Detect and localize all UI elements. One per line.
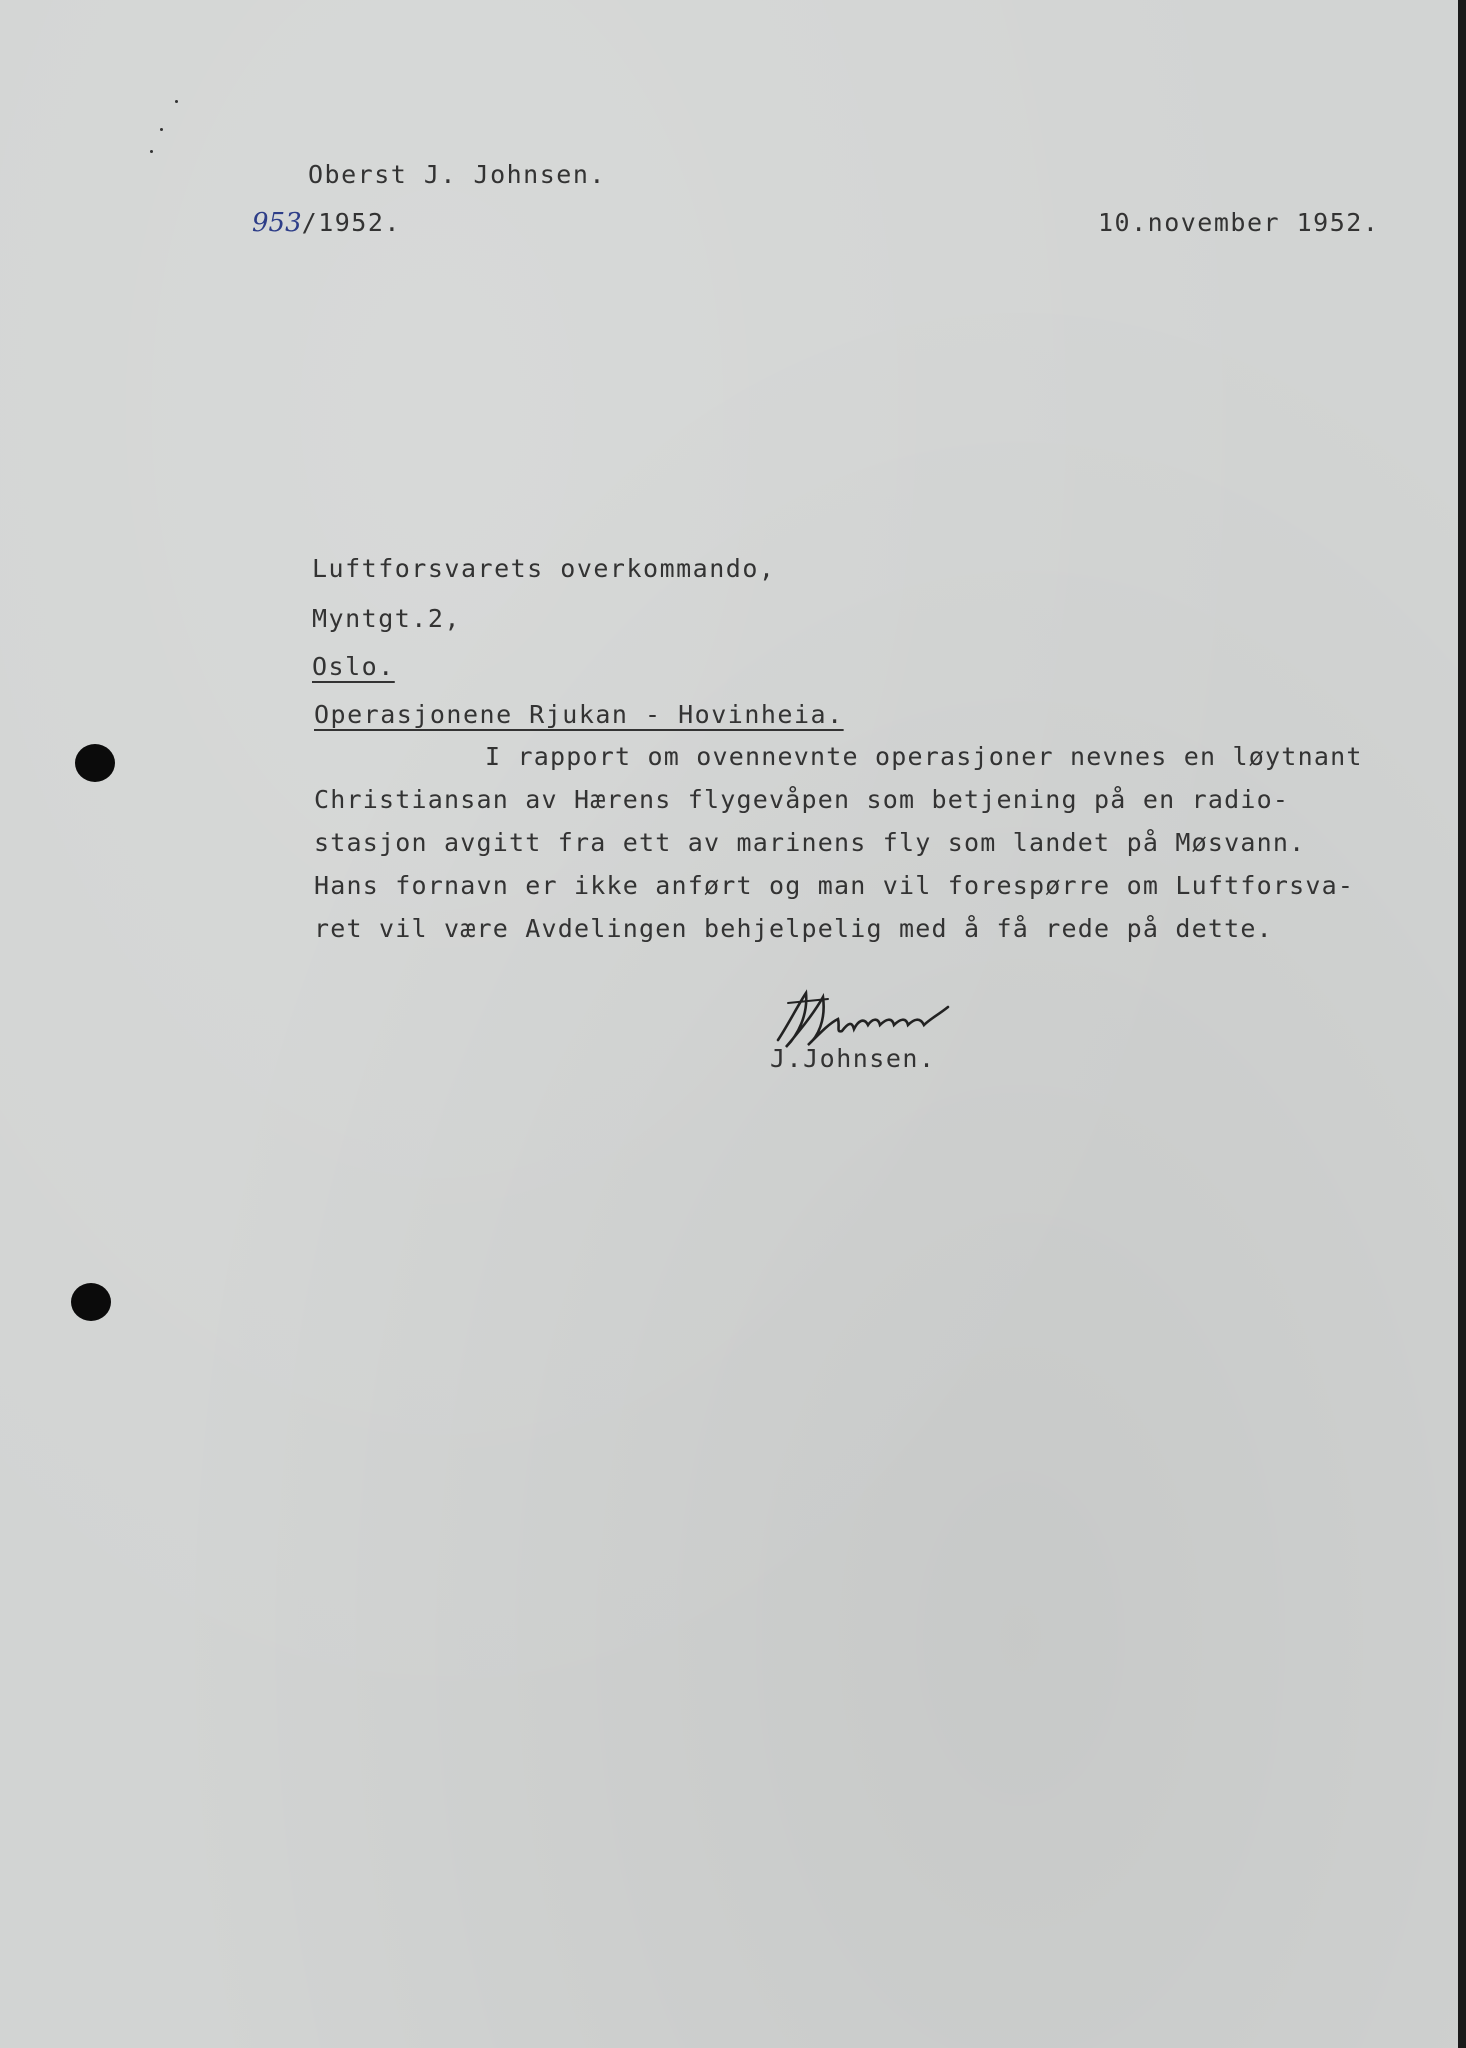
sender-name: Oberst J. Johnsen. — [308, 160, 606, 189]
body-line-5: ret vil være Avdelingen behjelpelig med å få rede på dette. — [314, 914, 1273, 943]
reference-number — [252, 208, 401, 238]
reference-year: /1952. — [301, 208, 401, 237]
punch-hole-lower — [71, 1283, 111, 1321]
handwritten-reference: 953 — [252, 208, 302, 238]
recipient-line-3: Oslo. — [312, 652, 395, 681]
scan-edge — [1458, 0, 1466, 2048]
body-line-3: stasjon avgitt fra ett av marinens fly som landet på Møsvann. — [314, 828, 1306, 857]
typed-signature: J.Johnsen. — [770, 1044, 936, 1073]
subject-line: Operasjonene Rjukan - Hovinheia. — [314, 700, 844, 729]
body-line-1: I rapport om ovennevnte operasjoner nevnes en løytnant — [485, 742, 1363, 771]
body-line-2: Christiansan av Hærens flygevåpen som betjening på en radio- — [314, 785, 1290, 814]
ink-speck — [160, 128, 163, 131]
recipient-line-1: Luftforsvarets overkommando, — [312, 554, 776, 583]
body-line-4: Hans fornavn er ikke anført og man vil forespørre om Luftforsva- — [314, 871, 1355, 900]
letter-date: 10.november 1952. — [1098, 208, 1380, 237]
punch-hole-upper — [75, 744, 115, 782]
recipient-line-2: Myntgt.2, — [312, 604, 461, 633]
ink-speck — [175, 100, 178, 103]
ink-speck — [150, 150, 153, 153]
